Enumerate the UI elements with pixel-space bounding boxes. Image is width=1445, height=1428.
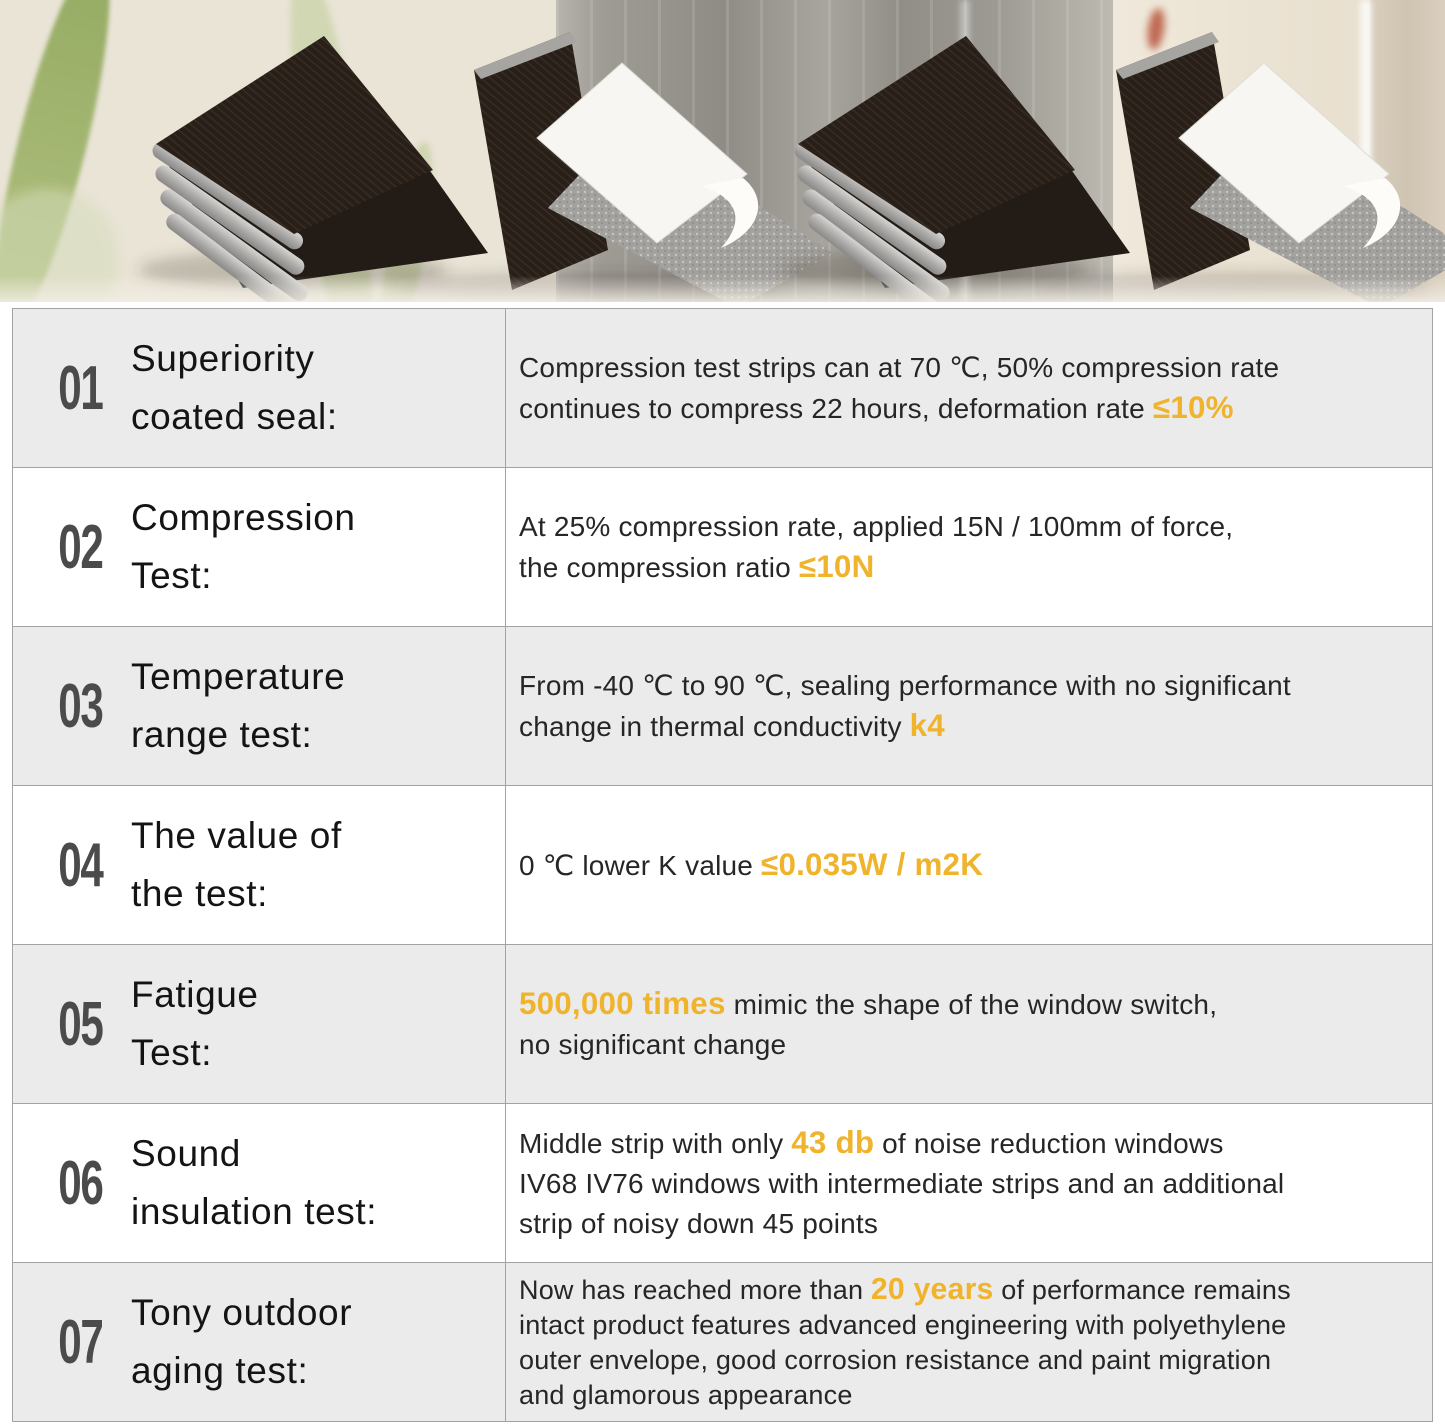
description-segment: Compression test strips can at 70 ℃, 50% compression rate [519,351,1280,383]
test-title-line: Test: [131,555,213,596]
spec-row [13,785,1432,944]
description-line [519,1123,1408,1164]
test-description [506,786,1432,944]
description-highlight: 20 years [870,1272,994,1306]
test-title-line: Test: [131,1032,213,1073]
row-header-cell [13,1263,506,1421]
description-line [519,706,1408,747]
description-highlight: 500,000 times [519,985,726,1021]
row-header-cell [13,1104,506,1262]
test-description [506,309,1432,467]
description-segment: Now has reached more than [519,1274,871,1305]
test-description [506,1104,1432,1262]
spec-row [13,309,1432,467]
test-title-line: aging test: [131,1350,309,1391]
test-title-line: coated seal: [131,396,338,437]
description-line [519,348,1408,388]
row-header-cell [13,309,506,467]
test-title-line: Sound [131,1132,241,1174]
description-line [519,1272,1408,1308]
test-title [131,330,338,447]
description-highlight: ≤10N [798,548,875,584]
description-line [519,547,1408,588]
description-line [519,666,1408,706]
test-title-line: Temperature [131,655,346,697]
test-title-line: Tony outdoor [131,1291,353,1333]
product-photo [0,0,1445,302]
test-description [506,468,1432,626]
floor-fade [0,276,1445,302]
spec-row [13,467,1432,626]
description-highlight: ≤10% [1152,389,1234,425]
description-segment: IV68 IV76 windows with intermediate strips and an additional [519,1167,1285,1199]
description-line [519,507,1408,547]
description-line [519,984,1408,1025]
test-title-line: Compression [131,496,356,538]
test-title [131,1125,377,1242]
row-number: 02 [58,512,103,582]
description-segment: strip of noisy down 45 points [519,1207,879,1239]
description-line [519,1343,1408,1378]
description-highlight: ≤0.035W / m2K [761,846,984,882]
test-title [131,489,356,606]
spec-row [13,626,1432,785]
description-segment: the compression ratio [519,551,799,583]
description-segment: no significant change [519,1028,787,1060]
description-segment: At 25% compression rate, applied 15N / 100mm of force, [519,510,1234,542]
description-segment: mimic the shape of the window switch, [725,988,1218,1020]
description-segment: From -40 ℃ to 90 ℃, sealing performance with no significant [519,669,1291,701]
description-segment: change in thermal conductivity [519,710,910,742]
description-line [519,1164,1408,1204]
row-number: 07 [58,1307,103,1377]
test-title-line: insulation test: [131,1191,378,1232]
test-title [131,1284,352,1401]
description-segment: Middle strip with only [519,1127,792,1159]
spec-row [13,1103,1432,1262]
description-highlight: 43 db [791,1124,875,1160]
row-header-cell [13,627,506,785]
row-number: 06 [58,1148,103,1218]
test-title-line: Superiority [131,337,315,379]
description-line [519,845,1408,886]
row-number: 03 [58,671,103,741]
test-title-line: the test: [131,873,269,914]
description-segment: intact product features advanced engineering with polyethylene [519,1309,1287,1340]
test-title-line: range test: [131,714,313,755]
row-header-cell [13,945,506,1103]
row-number: 04 [58,830,103,900]
test-title-line: Fatigue [131,973,259,1015]
description-segment: of noise reduction windows [874,1127,1224,1159]
test-title [131,807,342,924]
test-title [131,648,345,765]
description-line [519,1378,1408,1413]
row-number: 01 [58,353,103,423]
spec-row [13,1262,1432,1421]
row-number: 05 [58,989,103,1059]
row-header-cell [13,786,506,944]
description-line [519,1025,1408,1065]
description-segment: of performance remains [993,1274,1291,1305]
spec-table [12,308,1433,1422]
description-segment: continues to compress 22 hours, deformation rate [519,392,1153,424]
spec-row [13,944,1432,1103]
description-segment: outer envelope, good corrosion resistance and paint migration [519,1344,1272,1375]
description-segment: and glamorous appearance [519,1379,853,1410]
description-line [519,388,1408,429]
test-description [506,1263,1432,1421]
row-header-cell [13,468,506,626]
description-line [519,1204,1408,1244]
test-title-line: The value of [131,814,342,856]
description-highlight: k4 [909,707,945,743]
test-title [131,966,259,1083]
description-segment: 0 ℃ lower K value [519,849,762,881]
test-description [506,945,1432,1103]
foam-seal-pads [0,0,1445,302]
test-description [506,627,1432,785]
description-line [519,1308,1408,1343]
